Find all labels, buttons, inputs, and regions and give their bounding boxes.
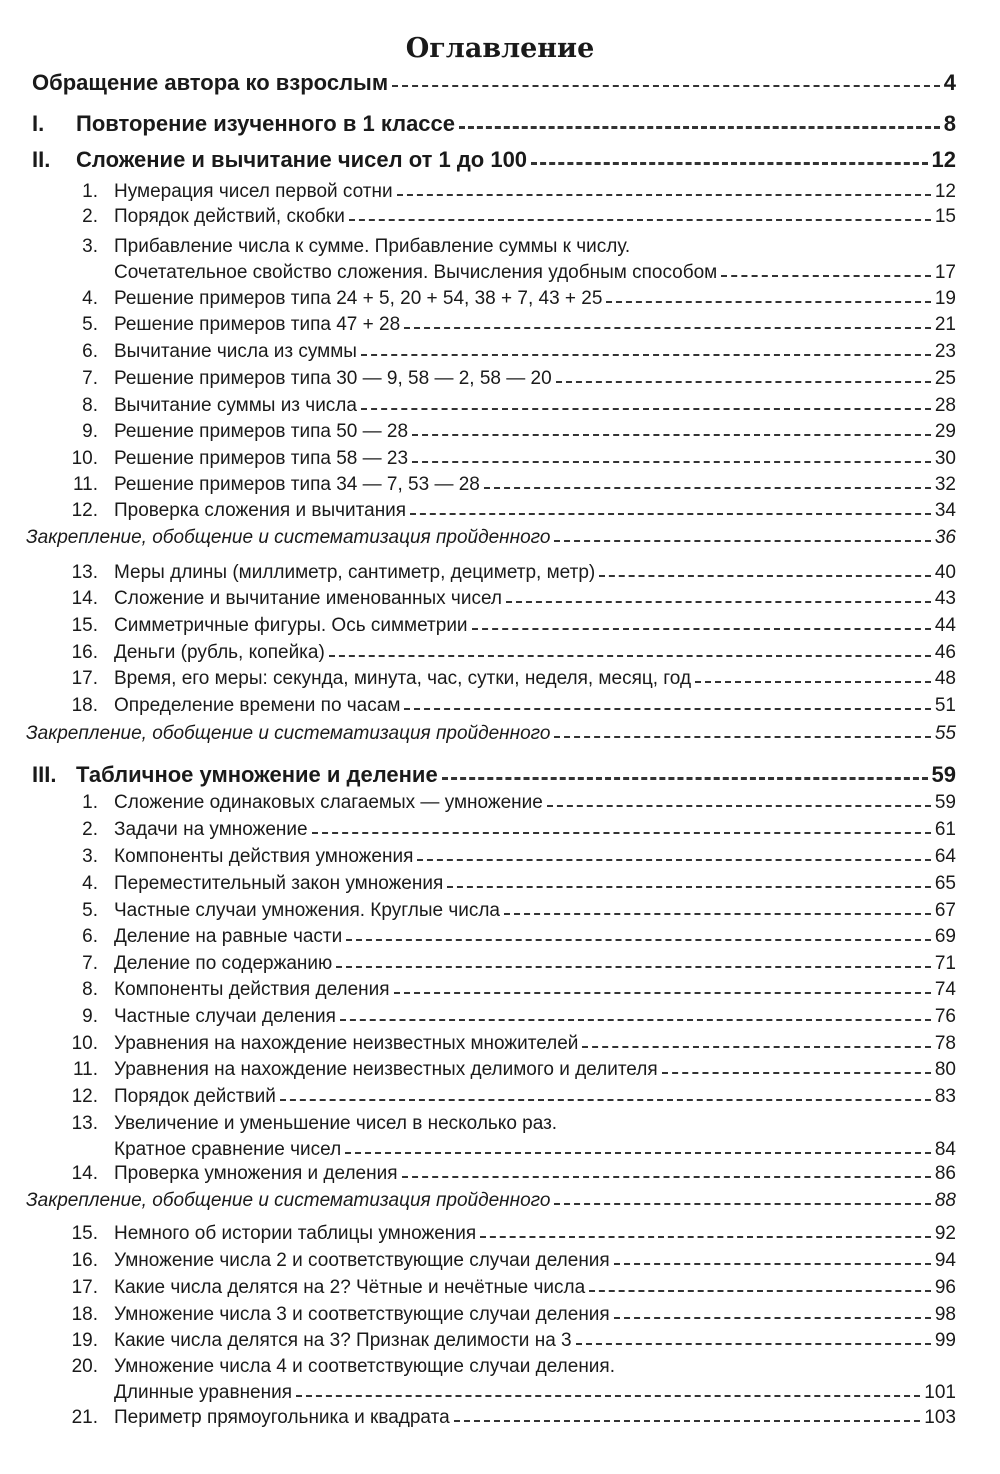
entry-number: 7. bbox=[82, 953, 98, 974]
dot-leader bbox=[531, 162, 927, 165]
toc-entry[interactable] bbox=[0, 695, 1000, 717]
dot-leader bbox=[340, 1019, 931, 1021]
dot-leader bbox=[336, 966, 931, 968]
entry-body bbox=[114, 474, 956, 496]
entry-body bbox=[114, 953, 956, 975]
entry-page: 84 bbox=[934, 1139, 956, 1160]
dot-leader bbox=[614, 1317, 931, 1319]
entry-text: Умножение числа 3 и соответствующие случаи деления bbox=[114, 1304, 610, 1325]
toc-entry[interactable] bbox=[0, 1059, 1000, 1081]
toc-entry[interactable] bbox=[0, 421, 1000, 443]
dot-leader bbox=[394, 992, 931, 994]
entry-page: 23 bbox=[934, 341, 956, 362]
toc-section-2[interactable] bbox=[0, 147, 1000, 173]
dot-leader bbox=[606, 301, 930, 303]
toc-entry[interactable] bbox=[0, 236, 1000, 258]
toc-entry[interactable] bbox=[0, 642, 1000, 664]
entry-page: 78 bbox=[934, 1033, 956, 1054]
review-text: Закрепление, обобщение и систематизация пройденного bbox=[26, 527, 551, 548]
entry-number: 17. bbox=[71, 1277, 98, 1298]
entry-page: 99 bbox=[934, 1330, 956, 1351]
entry-number: 10. bbox=[71, 448, 98, 469]
dot-leader bbox=[361, 408, 931, 410]
dot-leader bbox=[404, 708, 930, 710]
entry-text: Меры длины (миллиметр, сантиметр, дециметр, метр) bbox=[114, 562, 596, 583]
toc-entry[interactable] bbox=[0, 668, 1000, 690]
entry-text: Переместительный закон умножения bbox=[114, 873, 444, 894]
toc-entry[interactable] bbox=[0, 1407, 1000, 1429]
toc-entry[interactable] bbox=[0, 588, 1000, 610]
dot-leader bbox=[614, 1263, 931, 1265]
toc-entry[interactable] bbox=[0, 873, 1000, 895]
entry-number: 3. bbox=[82, 236, 98, 257]
toc-entry-preface[interactable] bbox=[0, 70, 1000, 96]
dot-leader bbox=[504, 913, 931, 915]
dot-leader bbox=[312, 832, 931, 834]
toc-entry-continued[interactable] bbox=[0, 262, 1000, 284]
entry-text: Уравнения на нахождение неизвестных делимого и делителя bbox=[114, 1059, 658, 1080]
entry-text-continued: Длинные уравнения bbox=[114, 1382, 293, 1403]
entry-body bbox=[114, 873, 956, 895]
entry-text: Симметричные фигуры. Ось симметрии bbox=[114, 615, 468, 636]
entry-page: 83 bbox=[934, 1086, 956, 1107]
toc-review-entry[interactable] bbox=[0, 723, 1000, 745]
entry-number: 17. bbox=[71, 668, 98, 689]
entry-body bbox=[114, 1304, 956, 1326]
entry-text: Частные случаи умножения. Круглые числа bbox=[114, 900, 500, 921]
entry-text: Прибавление числа к сумме. Прибавление суммы к числу. bbox=[114, 236, 631, 257]
entry-number: 15. bbox=[71, 615, 98, 636]
toc-entry[interactable] bbox=[0, 206, 1000, 228]
dot-leader bbox=[459, 126, 940, 129]
entry-number: 14. bbox=[71, 1163, 98, 1184]
entry-body bbox=[114, 1113, 956, 1135]
dot-leader bbox=[417, 859, 931, 861]
review-page: 88 bbox=[934, 1190, 956, 1211]
entry-text: Частные случаи деления bbox=[114, 1006, 336, 1027]
entry-page: 67 bbox=[934, 900, 956, 921]
dot-leader bbox=[404, 327, 931, 329]
entry-page: 51 bbox=[934, 695, 956, 716]
toc-entry[interactable] bbox=[0, 314, 1000, 336]
entry-number: 5. bbox=[82, 900, 98, 921]
entry-body bbox=[114, 395, 956, 417]
entry-page: 32 bbox=[934, 474, 956, 495]
entry-text: Уравнения на нахождение неизвестных множителей bbox=[114, 1033, 579, 1054]
section-title: Сложение и вычитание чисел от 1 до 100 bbox=[76, 147, 528, 172]
entry-page: 98 bbox=[934, 1304, 956, 1325]
entry-body bbox=[114, 288, 956, 310]
entry-number: 5. bbox=[82, 314, 98, 335]
entry-text: Немного об истории таблицы умножения bbox=[114, 1223, 477, 1244]
entry-page: 34 bbox=[934, 500, 956, 521]
entry-number: 6. bbox=[82, 926, 98, 947]
entry-body bbox=[114, 1033, 956, 1055]
entry-text: Компоненты действия умножения bbox=[114, 846, 414, 867]
entry-text: Обращение автора ко взрослым bbox=[32, 70, 389, 95]
entry-text: Деление по содержанию bbox=[114, 953, 333, 974]
toc-entry[interactable] bbox=[0, 1304, 1000, 1326]
section-title: Табличное умножение и деление bbox=[76, 762, 438, 787]
dot-leader bbox=[589, 1290, 931, 1292]
entry-body bbox=[114, 926, 956, 948]
toc-entry[interactable] bbox=[0, 1006, 1000, 1028]
entry-page: 43 bbox=[934, 588, 956, 609]
entry-page: 103 bbox=[924, 1407, 956, 1428]
entry-page: 65 bbox=[934, 873, 956, 894]
entry-body bbox=[114, 642, 956, 664]
entry-text: Вычитание суммы из числа bbox=[114, 395, 357, 416]
entry-text: Задачи на умножение bbox=[114, 819, 308, 840]
dot-leader bbox=[554, 540, 930, 542]
entry-body bbox=[114, 262, 956, 284]
toc-entry[interactable] bbox=[0, 819, 1000, 841]
entry-number: 13. bbox=[71, 562, 98, 583]
section-page: 12 bbox=[931, 147, 956, 172]
entry-number: 16. bbox=[71, 642, 98, 663]
entry-number: 9. bbox=[82, 1006, 98, 1027]
section-number: III. bbox=[32, 762, 57, 787]
entry-page: 69 bbox=[934, 926, 956, 947]
entry-text: Деньги (рубль, копейка) bbox=[114, 642, 325, 663]
entry-number: 1. bbox=[82, 181, 98, 202]
entry-body bbox=[114, 979, 956, 1001]
entry-text: Сложение одинаковых слагаемых — умножение bbox=[114, 792, 543, 813]
entry-page: 64 bbox=[934, 846, 956, 867]
entry-text: Порядок действий, скобки bbox=[114, 206, 345, 227]
entry-body bbox=[26, 1190, 956, 1212]
dot-leader bbox=[484, 487, 931, 489]
toc-entry[interactable] bbox=[0, 181, 1000, 203]
entry-body bbox=[114, 1139, 956, 1161]
toc-entry[interactable] bbox=[0, 1277, 1000, 1299]
dot-leader bbox=[582, 1046, 930, 1048]
entry-text: Решение примеров типа 50 — 28 bbox=[114, 421, 409, 442]
entry-number: 20. bbox=[71, 1356, 98, 1377]
toc-entry[interactable] bbox=[0, 341, 1000, 363]
entry-body bbox=[114, 695, 956, 717]
review-text: Закрепление, обобщение и систематизация пройденного bbox=[26, 723, 551, 744]
toc-section-3[interactable] bbox=[0, 762, 1000, 788]
entry-page: 96 bbox=[934, 1277, 956, 1298]
entry-page: 92 bbox=[934, 1223, 956, 1244]
entry-body bbox=[114, 314, 956, 336]
toc-entry[interactable] bbox=[0, 1356, 1000, 1378]
entry-page: 12 bbox=[934, 181, 956, 202]
entry-body bbox=[114, 1382, 956, 1404]
dot-leader bbox=[576, 1343, 931, 1345]
entry-number: 2. bbox=[82, 206, 98, 227]
entry-page: 61 bbox=[934, 819, 956, 840]
entry-number: 9. bbox=[82, 421, 98, 442]
toc-entry[interactable] bbox=[0, 474, 1000, 496]
entry-text: Деление на равные части bbox=[114, 926, 343, 947]
entry-number: 4. bbox=[82, 288, 98, 309]
dot-leader bbox=[329, 655, 931, 657]
entry-body bbox=[114, 1330, 956, 1352]
dot-leader bbox=[554, 736, 930, 738]
entry-body bbox=[114, 1006, 956, 1028]
review-page: 36 bbox=[934, 527, 956, 548]
entry-text: Сложение и вычитание именованных чисел bbox=[114, 588, 502, 609]
entry-text: Определение времени по часам bbox=[114, 695, 401, 716]
entry-page: 94 bbox=[934, 1250, 956, 1271]
entry-page: 4 bbox=[943, 70, 956, 95]
entry-text: Нумерация чисел первой сотни bbox=[114, 181, 393, 202]
entry-number: 11. bbox=[72, 474, 98, 495]
dot-leader bbox=[280, 1099, 931, 1101]
entry-body bbox=[114, 236, 956, 258]
entry-text: Решение примеров типа 34 — 7, 53 — 28 bbox=[114, 474, 480, 495]
entry-text: Проверка сложения и вычитания bbox=[114, 500, 407, 521]
entry-body bbox=[114, 819, 956, 841]
entry-page: 86 bbox=[934, 1163, 956, 1184]
toc-review-entry[interactable] bbox=[0, 1190, 1000, 1212]
entry-number: 18. bbox=[71, 1304, 98, 1325]
entry-page: 17 bbox=[934, 262, 956, 283]
entry-number: 11. bbox=[72, 1059, 98, 1080]
entry-page: 101 bbox=[924, 1382, 956, 1403]
entry-number: 1. bbox=[82, 792, 98, 813]
entry-page: 30 bbox=[934, 448, 956, 469]
dot-leader bbox=[662, 1072, 931, 1074]
toc-entry[interactable] bbox=[0, 448, 1000, 470]
entry-body bbox=[114, 1407, 956, 1429]
entry-body bbox=[114, 1163, 956, 1185]
entry-body bbox=[114, 206, 956, 228]
entry-body bbox=[114, 1086, 956, 1108]
entry-number: 3. bbox=[82, 846, 98, 867]
page-title: Оглавление bbox=[405, 33, 595, 64]
toc-entry[interactable] bbox=[0, 1086, 1000, 1108]
entry-page: 15 bbox=[934, 206, 956, 227]
toc-review-entry[interactable] bbox=[0, 527, 1000, 549]
dot-leader bbox=[447, 886, 931, 888]
dot-leader bbox=[410, 513, 931, 515]
toc-entry[interactable] bbox=[0, 900, 1000, 922]
entry-text: Вычитание числа из суммы bbox=[114, 341, 357, 362]
entry-body bbox=[114, 900, 956, 922]
review-text: Закрепление, обобщение и систематизация пройденного bbox=[26, 1190, 551, 1211]
section-number: I. bbox=[32, 111, 45, 136]
toc-entry[interactable] bbox=[0, 615, 1000, 637]
dot-leader bbox=[554, 1203, 930, 1205]
entry-text: Какие числа делятся на 2? Чётные и нечётные числа bbox=[114, 1277, 586, 1298]
dot-leader bbox=[412, 461, 931, 463]
entry-body bbox=[114, 615, 956, 637]
entry-body bbox=[114, 500, 956, 522]
entry-text: Решение примеров типа 24 + 5, 20 + 54, 38 + 7, 43 + 25 bbox=[114, 288, 603, 309]
entry-body bbox=[114, 341, 956, 363]
entry-page: 46 bbox=[934, 642, 956, 663]
section-page: 8 bbox=[943, 111, 956, 136]
entry-number: 13. bbox=[71, 1113, 98, 1134]
toc-entry[interactable] bbox=[0, 500, 1000, 522]
dot-leader bbox=[412, 434, 931, 436]
entry-body bbox=[114, 181, 956, 203]
entry-number: 19. bbox=[71, 1330, 98, 1351]
entry-body bbox=[114, 1223, 956, 1245]
entry-page: 21 bbox=[934, 314, 956, 335]
dot-leader bbox=[345, 1152, 931, 1154]
entry-page: 44 bbox=[934, 615, 956, 636]
entry-page: 80 bbox=[934, 1059, 956, 1080]
entry-number: 15. bbox=[71, 1223, 98, 1244]
entry-text: Порядок действий bbox=[114, 1086, 276, 1107]
entry-text: Решение примеров типа 47 + 28 bbox=[114, 314, 401, 335]
entry-body bbox=[114, 448, 956, 470]
dot-leader bbox=[721, 275, 931, 277]
section-number: II. bbox=[32, 147, 51, 172]
dot-leader bbox=[695, 681, 931, 683]
entry-text: Периметр прямоугольника и квадрата bbox=[114, 1407, 450, 1428]
entry-text: Умножение числа 4 и соответствующие случаи деления. bbox=[114, 1356, 615, 1377]
entry-body bbox=[26, 527, 956, 549]
entry-text: Проверка умножения и деления bbox=[114, 1163, 398, 1184]
review-page: 55 bbox=[934, 723, 956, 744]
dot-leader bbox=[361, 354, 931, 356]
toc-entry[interactable] bbox=[0, 953, 1000, 975]
entry-number: 21. bbox=[71, 1407, 98, 1428]
entry-number: 12. bbox=[71, 500, 98, 521]
toc-entry[interactable] bbox=[0, 1033, 1000, 1055]
entry-page: 76 bbox=[934, 1006, 956, 1027]
entry-body bbox=[114, 792, 956, 814]
entry-body bbox=[114, 1250, 956, 1272]
toc-entry[interactable] bbox=[0, 562, 1000, 584]
dot-leader bbox=[442, 777, 928, 780]
entry-text: Умножение числа 2 и соответствующие случаи деления bbox=[114, 1250, 610, 1271]
entry-page: 74 bbox=[934, 979, 956, 1000]
entry-text: Какие числа делятся на 3? Признак делимости на 3 bbox=[114, 1330, 572, 1351]
toc-entry[interactable] bbox=[0, 1330, 1000, 1352]
toc-entry[interactable] bbox=[0, 1163, 1000, 1185]
entry-page: 71 bbox=[934, 953, 956, 974]
entry-text: Решение примеров типа 58 — 23 bbox=[114, 448, 409, 469]
entry-body bbox=[26, 723, 956, 745]
entry-page: 48 bbox=[934, 668, 956, 689]
entry-number: 2. bbox=[82, 819, 98, 840]
dot-leader bbox=[599, 575, 931, 577]
dot-leader bbox=[556, 381, 931, 383]
entry-number: 16. bbox=[71, 1250, 98, 1271]
entry-body bbox=[114, 421, 956, 443]
section-title: Повторение изученного в 1 классе bbox=[76, 111, 456, 136]
entry-page: 19 bbox=[934, 288, 956, 309]
entry-number: 4. bbox=[82, 873, 98, 894]
entry-body bbox=[114, 1356, 956, 1378]
toc-entry[interactable] bbox=[0, 395, 1000, 417]
entry-text: Компоненты действия деления bbox=[114, 979, 390, 1000]
entry-body bbox=[114, 588, 956, 610]
dot-leader bbox=[392, 85, 940, 87]
entry-page: 59 bbox=[934, 792, 956, 813]
entry-number: 8. bbox=[82, 395, 98, 416]
dot-leader bbox=[349, 219, 931, 221]
toc-entry[interactable] bbox=[0, 846, 1000, 868]
dot-leader bbox=[480, 1236, 931, 1238]
dot-leader bbox=[296, 1395, 920, 1397]
toc-entry[interactable] bbox=[0, 1250, 1000, 1272]
entry-number: 12. bbox=[71, 1086, 98, 1107]
dot-leader bbox=[472, 628, 931, 630]
entry-page: 28 bbox=[934, 395, 956, 416]
entry-number: 6. bbox=[82, 341, 98, 362]
entry-text: Время, его меры: секунда, минута, час, сутки, неделя, месяц, год bbox=[114, 668, 692, 689]
entry-body bbox=[114, 1059, 956, 1081]
entry-page: 40 bbox=[934, 562, 956, 583]
toc-entry[interactable] bbox=[0, 1223, 1000, 1245]
toc-entry[interactable] bbox=[0, 979, 1000, 1001]
entry-text: Увеличение и уменьшение чисел в несколько раз. bbox=[114, 1113, 558, 1134]
toc-entry[interactable] bbox=[0, 1113, 1000, 1135]
dot-leader bbox=[547, 805, 931, 807]
entry-body bbox=[114, 562, 956, 584]
entry-body bbox=[114, 668, 956, 690]
entry-text-continued: Сочетательное свойство сложения. Вычисления удобным способом bbox=[114, 262, 718, 283]
entry-number: 18. bbox=[71, 695, 98, 716]
entry-body bbox=[114, 368, 956, 390]
entry-number: 14. bbox=[71, 588, 98, 609]
dot-leader bbox=[454, 1420, 921, 1422]
toc-entry[interactable] bbox=[0, 368, 1000, 390]
toc-entry[interactable] bbox=[0, 792, 1000, 814]
section-page: 59 bbox=[931, 762, 956, 787]
toc-section-1[interactable] bbox=[0, 111, 1000, 137]
dot-leader bbox=[346, 939, 931, 941]
entry-body bbox=[114, 1277, 956, 1299]
entry-page: 29 bbox=[934, 421, 956, 442]
dot-leader bbox=[506, 601, 931, 603]
dot-leader bbox=[397, 194, 931, 196]
entry-number: 8. bbox=[82, 979, 98, 1000]
toc-entry[interactable] bbox=[0, 288, 1000, 310]
toc-entry-continued[interactable] bbox=[0, 1139, 1000, 1161]
entry-page: 25 bbox=[934, 368, 956, 389]
entry-text-continued: Кратное сравнение чисел bbox=[114, 1139, 342, 1160]
entry-text: Решение примеров типа 30 — 9, 58 — 2, 58 — 20 bbox=[114, 368, 552, 389]
toc-entry[interactable] bbox=[0, 926, 1000, 948]
entry-number: 10. bbox=[71, 1033, 98, 1054]
entry-body bbox=[114, 846, 956, 868]
dot-leader bbox=[402, 1176, 931, 1178]
entry-number: 7. bbox=[82, 368, 98, 389]
toc-entry-continued[interactable] bbox=[0, 1382, 1000, 1404]
